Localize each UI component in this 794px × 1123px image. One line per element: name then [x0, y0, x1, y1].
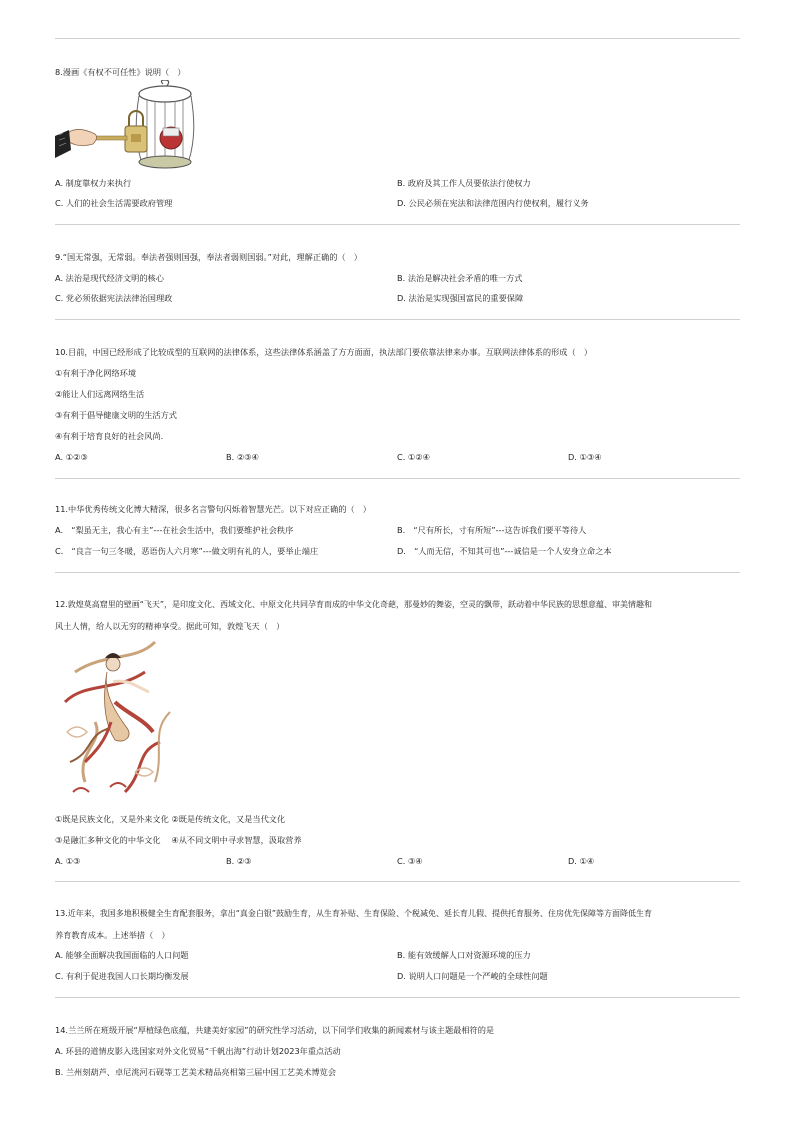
divider-top	[55, 38, 740, 39]
question-12-stem-line-1: 12.敦煌莫高窟里的壁画“飞天”，是印度文化、西域文化、中原文化共同孕育而成的中华文化奇葩，那曼妙的舞姿，空灵的飘带，跃动着中华民族的思想意蕴、审美情趣和	[55, 600, 653, 609]
question-14-option-b: B. 兰州刻葫芦、卓尼洮河石砚等工艺美术精品亮相第三届中国工艺美术博览会	[55, 1067, 337, 1077]
question-13-option-a: A. 能够全面解决我国面临的人口问题	[55, 950, 189, 960]
question-8-option-d: D. 公民必须在宪法和法律范围内行使权利，履行义务	[397, 198, 589, 208]
question-13-stem-line-2: 养育教育成本。上述举措（ ）	[55, 930, 170, 940]
divider-q10	[55, 478, 740, 479]
question-11-stem: 11.中华优秀传统文化博大精深，很多名言警句闪烁着智慧光芒。以下对应正确的（ ）	[55, 504, 371, 514]
dunhuang-flying-apsara-image	[55, 632, 175, 797]
question-10-item-1: ①有利于净化网络环境	[55, 368, 137, 378]
question-10-stem: 10.目前，中国已经形成了比较成型的互联网的法律体系，这些法律体系涵盖了方方面面，执法部门要依靠法律来办事。互联网法律体系的形成（ ）	[55, 347, 593, 357]
question-9-option-d: D. 法治是实现强国富民的重要保障	[397, 293, 524, 303]
cartoon-power-cage-image	[55, 80, 200, 170]
question-10-item-4: ④有利于培育良好的社会风尚.	[55, 431, 164, 441]
question-13-option-b: B. 能有效缓解人口对资源环境的压力	[397, 950, 531, 960]
divider-q8	[55, 224, 740, 225]
question-11-option-a: A. “梨虽无主，我心有主”---在社会生活中，我们要维护社会秩序	[55, 525, 294, 535]
question-14-stem: 14.兰兰所在班级开展“厚植绿色底蕴，共建美好家园”的研究性学习活动，以下同学们收集的新闻素材与该主题最相符的是	[55, 1025, 495, 1035]
question-13-option-d: D. 说明人口问题是一个严峻的全球性问题	[397, 971, 548, 981]
question-9-stem: 9.“国无常强，无常弱。奉法者强则国强，奉法者弱则国弱。”对此，理解正确的（ ）	[55, 252, 362, 262]
question-12-option-b: B. ②③	[226, 856, 252, 866]
question-12-option-d: D. ①④	[568, 856, 595, 866]
divider-q9	[55, 319, 740, 320]
question-11-option-d: D. “人而无信，不知其可也”---诚信是一个人安身立命之本	[397, 546, 612, 556]
question-8-option-c: C. 人们的社会生活需要政府管理	[55, 198, 173, 208]
question-12-items-line-2: ③是融汇多种文化的中华文化 ④从不同文明中寻求智慧，汲取营养	[55, 835, 302, 845]
question-8-option-b: B. 政府及其工作人员要依法行使权力	[397, 178, 531, 188]
question-10-option-b: B. ②③④	[226, 452, 259, 462]
question-12-items-line-1: ①既是民族文化，又是外来文化 ②既是传统文化，又是当代文化	[55, 814, 286, 824]
question-12-option-c: C. ③④	[397, 856, 423, 866]
question-10-item-3: ③有利于倡导健康文明的生活方式	[55, 410, 177, 420]
question-9-option-b: B. 法治是解决社会矛盾的唯一方式	[397, 273, 523, 283]
question-10-item-2: ②能让人们远离网络生活	[55, 389, 145, 399]
question-10-option-a: A. ①②③	[55, 452, 88, 462]
divider-q11	[55, 572, 740, 573]
question-10-option-c: C. ①②④	[397, 452, 430, 462]
divider-q12	[55, 881, 740, 882]
question-12-option-a: A. ①③	[55, 856, 81, 866]
question-12-stem-line-2: 风土人情，给人以无穷的精神享受。据此可知，敦煌飞天（ ）	[55, 621, 285, 631]
question-13-option-c: C. 有利于促进我国人口长期均衡发展	[55, 971, 189, 981]
divider-q13	[55, 997, 740, 998]
question-14-option-a: A. 环县的道情皮影入选国家对外文化贸易“千帆出海”行动计划2023年重点活动	[55, 1046, 341, 1056]
question-11-option-c: C. “良言一句三冬暖，恶语伤人六月寒”---做文明有礼的人，要举止端庄	[55, 546, 319, 556]
question-11-option-b: B. “尺有所长，寸有所短”---这告诉我们要平等待人	[397, 525, 587, 535]
question-13-stem-line-1: 13.近年来，我国多地积极健全生育配套服务，拿出“真金白银”鼓励生育，从生育补贴、生育保险、个税减免、延长育儿假、提供托育服务、住房优先保障等方面降低生育	[55, 909, 653, 918]
question-9-option-c: C. 党必须依据宪法法律治国理政	[55, 293, 173, 303]
question-8-stem: 8.漫画《有权不可任性》说明（ ）	[55, 67, 186, 77]
question-9-option-a: A. 法治是现代经济文明的核心	[55, 273, 164, 283]
question-10-option-d: D. ①③④	[568, 452, 602, 462]
question-8-option-a: A. 制度靠权力来执行	[55, 178, 132, 188]
